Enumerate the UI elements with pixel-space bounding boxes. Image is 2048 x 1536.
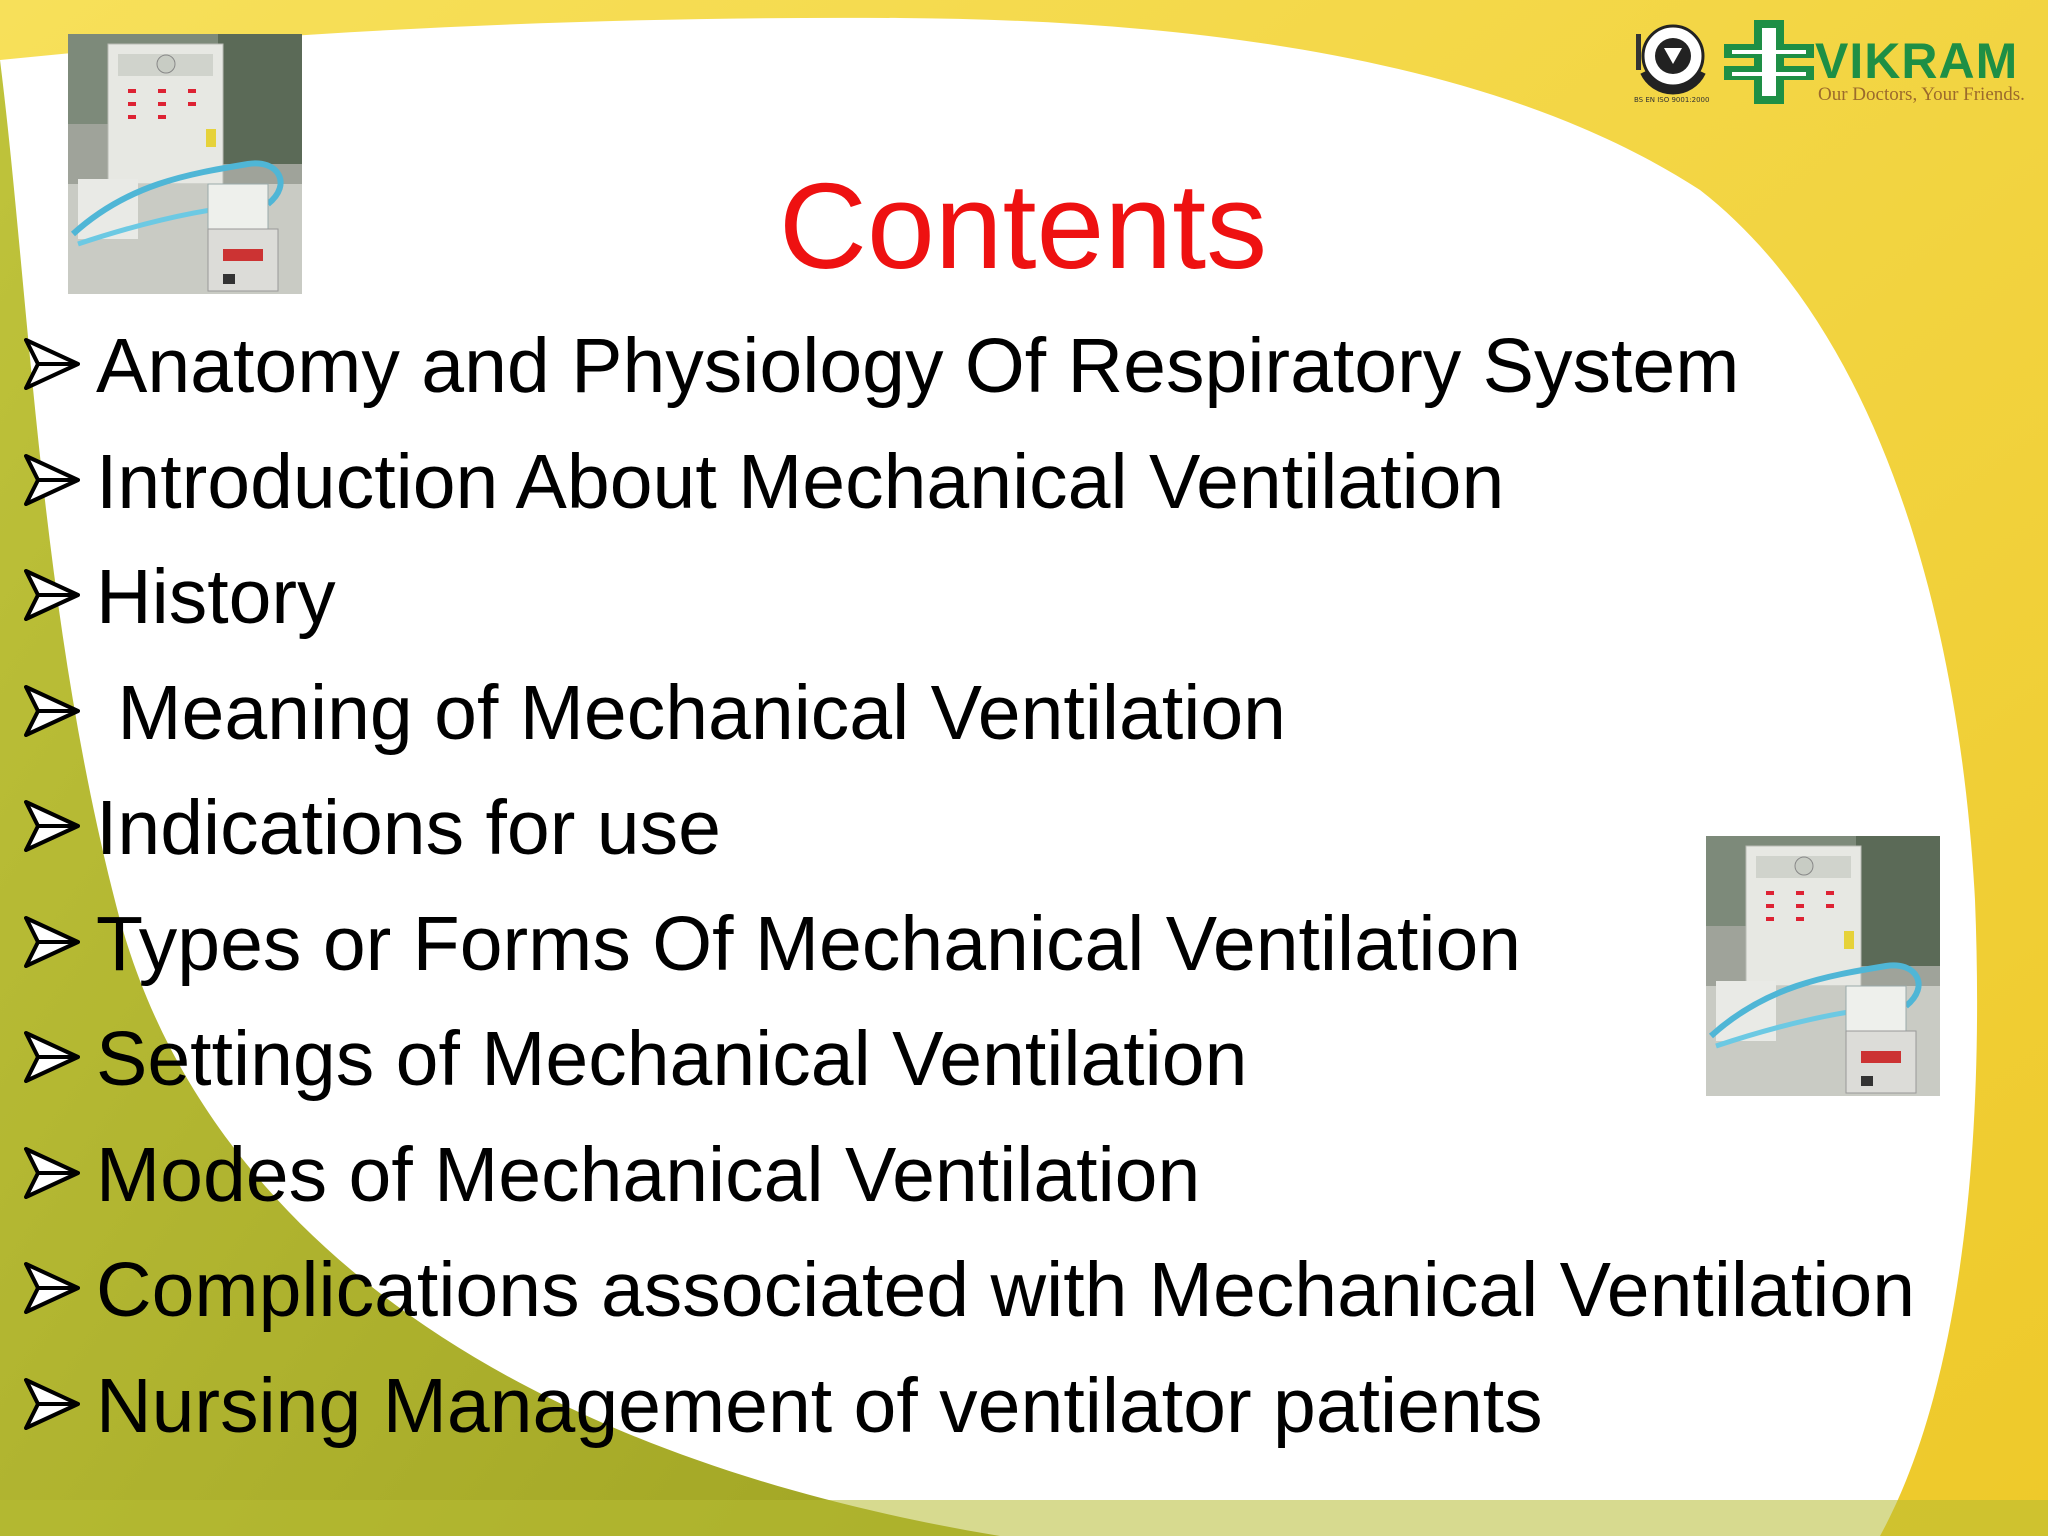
list-item-text: Anatomy and Physiology Of Respiratory System (96, 323, 1740, 409)
list-item (22, 554, 1915, 675)
list-item (22, 1247, 1916, 1368)
arrow-bullet-icon (22, 328, 96, 400)
arrow-bullet-icon (22, 906, 96, 978)
vikram-cross-icon (1724, 20, 1814, 104)
list-item (22, 900, 1915, 1022)
arrow-bullet-icon (22, 559, 96, 631)
list-item (22, 785, 1915, 906)
list-item (22, 323, 1915, 444)
list-item (22, 1131, 1915, 1253)
list-item-text: Meaning of Mechanical Ventilation (96, 669, 1286, 756)
arrow-bullet-icon (22, 1021, 96, 1093)
list-item (22, 1362, 1915, 1484)
arrow-bullet-icon (22, 1252, 96, 1324)
list-item-text: Indications for use (96, 785, 721, 871)
arrow-bullet-icon (22, 1368, 96, 1440)
arrow-bullet-icon (22, 444, 96, 516)
list-item-text: Settings of Mechanical Ventilation (96, 1016, 1248, 1102)
list-item-text: Types or Forms Of Mechanical Ventilation (96, 900, 1522, 987)
arrow-bullet-icon (22, 675, 96, 747)
cert-text: BS EN ISO 9001:2000 (1634, 96, 1710, 104)
slide-title (0, 158, 2048, 294)
contents-list (22, 323, 1916, 1483)
list-item-text: Complications associated with Mechanical Ventilation (96, 1247, 1916, 1333)
arrow-bullet-icon (22, 790, 96, 862)
brand-tagline: Our Doctors, Your Friends. (1818, 84, 2025, 105)
arrow-bullet-icon (22, 1137, 96, 1209)
list-item-text: Modes of Mechanical Ventilation (96, 1131, 1201, 1218)
list-item (22, 1016, 1915, 1137)
list-item-text: Introduction About Mechanical Ventilation (96, 438, 1505, 525)
brand-name: VIKRAM (1815, 33, 2019, 89)
list-item-text: Nursing Management of ventilator patients (96, 1362, 1543, 1449)
list-item (22, 438, 1915, 560)
list-item-text: History (96, 554, 336, 640)
slide-title-text: Contents (778, 158, 1268, 294)
list-item (22, 669, 1915, 791)
